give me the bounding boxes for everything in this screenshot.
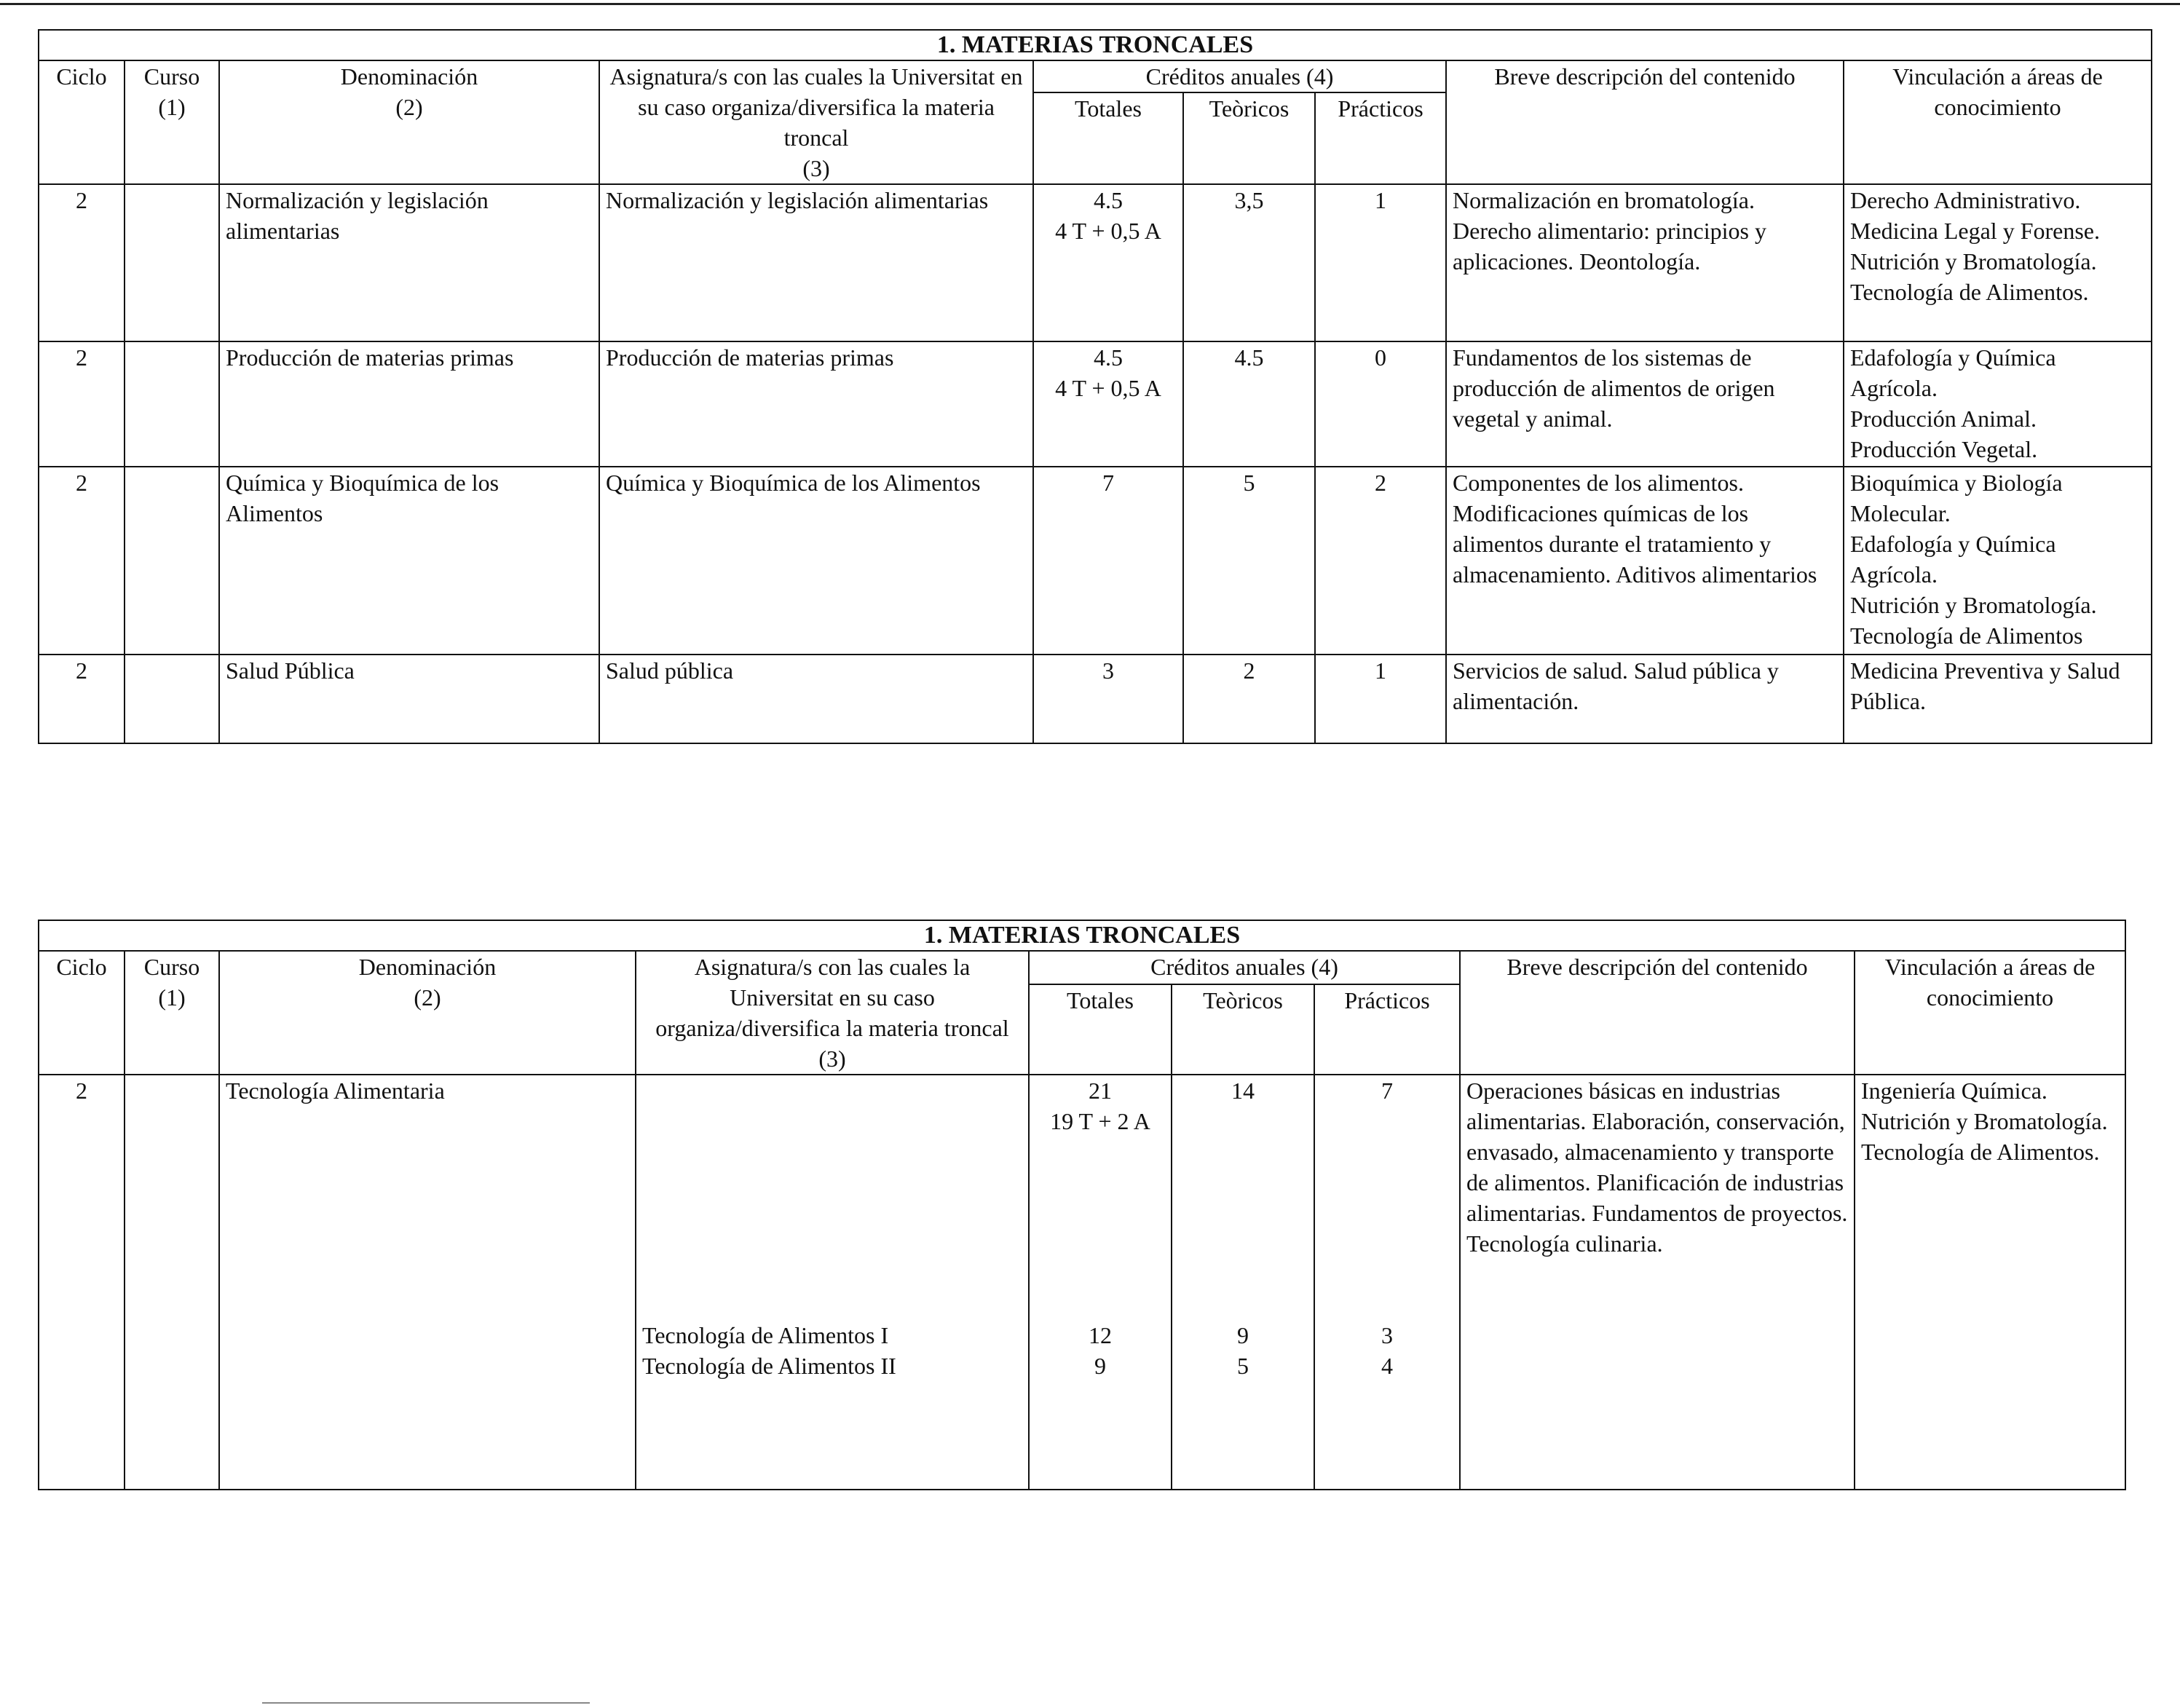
cell-descripcion: Fundamentos de los sistemas de producción de alimentos de origen vegetal y animal. [1446,341,1844,467]
table-title: 1. MATERIAS TRONCALES [39,920,2125,951]
cell-denominacion: Química y Bioquímica de los Alimentos [219,467,599,655]
cell-asignatura: Producción de materias primas [599,341,1033,467]
header-asignatura: Asignatura/s con las cuales la Universitat en su caso organiza/diversifica la materia troncal (3) [599,60,1033,184]
cell-teoricos: 5 [1183,467,1315,655]
header-curso: Curso (1) [125,951,219,1075]
cell-totales: 4.5 4 T + 0,5 A [1033,341,1183,467]
materias-troncales-table-1 [38,29,2152,744]
cell-areas: Bioquímica y Biología Molecular. Edafología y Química Agrícola. Nutrición y Bromatología. Tecnología de Alimentos [1844,467,2152,655]
subject-name: Tecnología de Alimentos I [642,1322,889,1348]
header-teoricos: Teòricos [1172,984,1314,1075]
header-denominacion: Denominación (2) [219,951,636,1075]
cell-denominacion: Tecnología Alimentaria [219,1075,636,1490]
cell-curso [125,341,219,467]
materias-troncales-table-2 [38,920,2126,1490]
cell-ciclo: 2 [39,655,125,743]
cell-practicos: 2 [1315,467,1446,655]
cell-practicos: 1 [1315,655,1446,743]
cell-totales: 4.5 4 T + 0,5 A [1033,184,1183,341]
table-row [39,184,2152,341]
cell-areas: Derecho Administrativo. Medicina Legal y Forense. Nutrición y Bromatología. Tecnología de Alimentos. [1844,184,2152,341]
cell-areas: Medicina Preventiva y Salud Pública. [1844,655,2152,743]
cell-ciclo: 2 [39,341,125,467]
header-vinculacion: Vinculación a áreas de conocimiento [1855,951,2125,1075]
header-creditos: Créditos anuales (4) [1029,951,1460,984]
table-row [39,1075,2125,1490]
header-totales: Totales [1033,92,1183,184]
header-vinculacion: Vinculación a áreas de conocimiento [1844,60,2152,184]
cell-areas: Edafología y Química Agrícola. Producción Animal. Producción Vegetal. [1844,341,2152,467]
cell-asignatura: Química y Bioquímica de los Alimentos [599,467,1033,655]
cell-teoricos: 2 [1183,655,1315,743]
scan-edge-line-top [0,3,2180,5]
header-totales: Totales [1029,984,1172,1075]
header-ciclo: Ciclo [39,60,125,184]
cell-curso [125,655,219,743]
cell-areas: Ingeniería Química. Nutrición y Bromatología. Tecnología de Alimentos. [1855,1075,2125,1490]
header-teoricos: Teòricos [1183,92,1315,184]
cell-ciclo: 2 [39,467,125,655]
cell-descripcion: Componentes de los alimentos. Modificaciones químicas de los alimentos durante el tratamiento y almacenamiento. Aditivos alimentarios [1446,467,1844,655]
cell-totales: 3 [1033,655,1183,743]
cell-practicos: 0 [1315,341,1446,467]
cell-denominacion: Salud Pública [219,655,599,743]
header-descripcion: Breve descripción del contenido [1446,60,1844,184]
header-practicos: Prácticos [1314,984,1460,1075]
cell-practicos: 7 3 4 [1314,1075,1460,1490]
header-asignatura: Asignatura/s con las cuales la Universitat en su caso organiza/diversifica la materia troncal (3) [636,951,1029,1075]
cell-curso [125,467,219,655]
cell-teoricos: 14 9 5 [1172,1075,1314,1490]
table-row [39,467,2152,655]
cell-denominacion: Normalización y legislación alimentarias [219,184,599,341]
cell-descripcion: Servicios de salud. Salud pública y alimentación. [1446,655,1844,743]
cell-ciclo: 2 [39,1075,125,1490]
cell-descripcion: Operaciones básicas en industrias alimentarias. Elaboración, conservación, envasado, almacenamiento y transporte de alimentos. Planificación de industrias alimentarias. Fundamentos de proyectos. Tecnología culinaria. [1460,1075,1855,1490]
scan-edge-line-bottom [262,1702,590,1704]
table-row [39,341,2152,467]
header-practicos: Prácticos [1315,92,1446,184]
table-row [39,655,2152,743]
header-denominacion: Denominación (2) [219,60,599,184]
header-creditos: Créditos anuales (4) [1033,60,1446,92]
cell-teoricos: 3,5 [1183,184,1315,341]
header-descripcion: Breve descripción del contenido [1460,951,1855,1075]
cell-curso [125,184,219,341]
cell-totales: 7 [1033,467,1183,655]
cell-denominacion: Producción de materias primas [219,341,599,467]
cell-descripcion: Normalización en bromatología. Derecho alimentario: principios y aplicaciones. Deontología. [1446,184,1844,341]
header-ciclo: Ciclo [39,951,125,1075]
subject-name: Tecnología de Alimentos II [642,1353,896,1379]
cell-totales: 21 19 T + 2 A 12 9 [1029,1075,1172,1490]
cell-practicos: 1 [1315,184,1446,341]
cell-asignatura: Normalización y legislación alimentarias [599,184,1033,341]
cell-curso [125,1075,219,1490]
cell-ciclo: 2 [39,184,125,341]
header-curso: Curso (1) [125,60,219,184]
table-title: 1. MATERIAS TRONCALES [39,30,2152,60]
cell-asignatura [636,1075,1029,1490]
cell-asignatura: Salud pública [599,655,1033,743]
cell-teoricos: 4.5 [1183,341,1315,467]
